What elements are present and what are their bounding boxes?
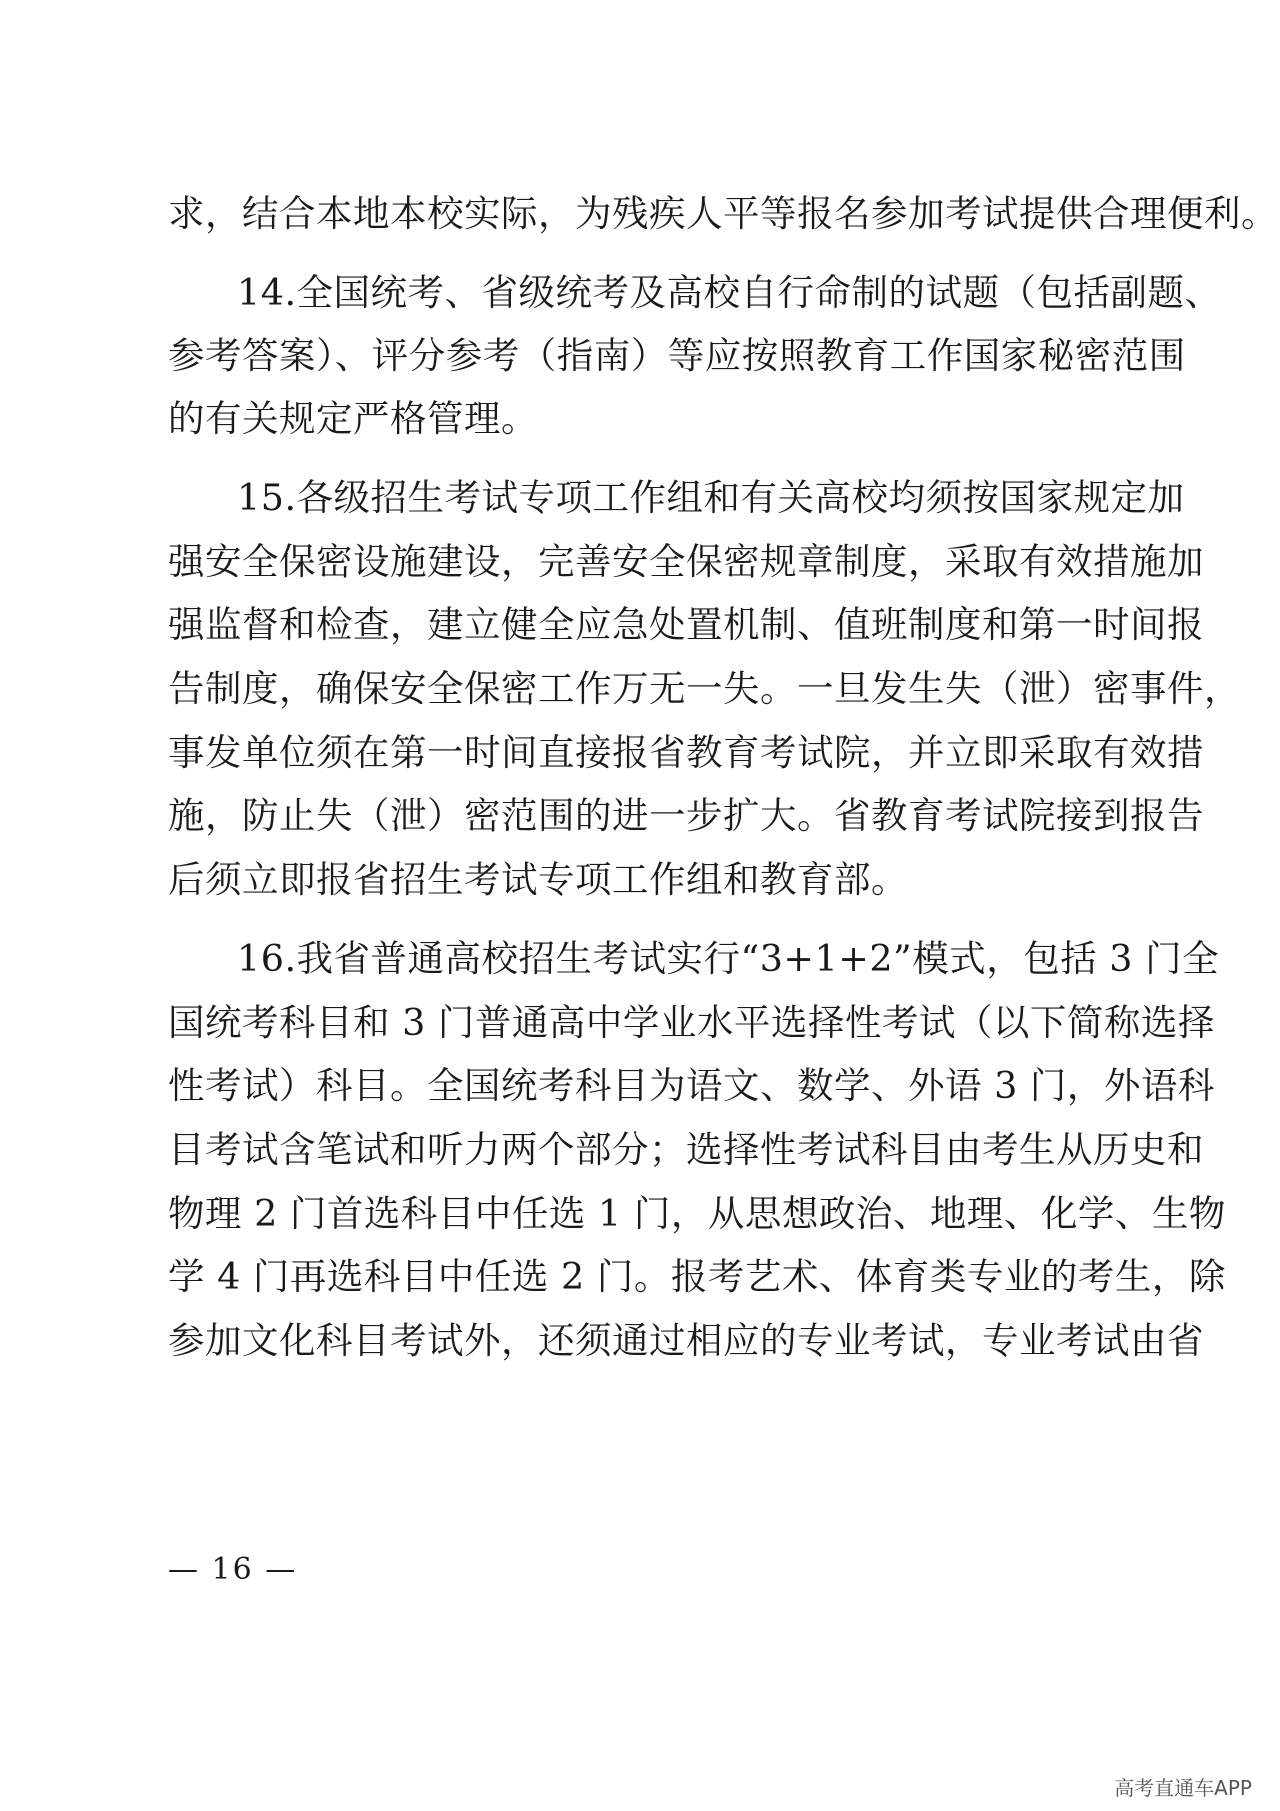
text-line: 16.我省普通高校招生考试实行“3+1+2”模式，包括 3 门全: [237, 937, 1220, 980]
text-line: 参加文化科目考试外，还须通过相应的专业考试，专业考试由省: [168, 1319, 1204, 1362]
text-line: 后须立即报省招生考试专项工作组和教育部。: [168, 858, 908, 901]
page-number: — 16 —: [168, 1552, 298, 1587]
text-line: 事发单位须在第一时间直接报省教育考试院，并立即采取有效措: [168, 731, 1204, 774]
text-line: 参考答案）、评分参考（指南）等应按照教育工作国家秘密范围: [168, 334, 1186, 377]
text-line: 强监督和检查，建立健全应急处置机制、值班制度和第一时间报: [168, 603, 1204, 646]
text-line: 学 4 门再选科目中任选 2 门。报考艺术、体育类专业的考生，除: [168, 1255, 1226, 1298]
text-line: 目考试含笔试和听力两个部分；选择性考试科目由考生从历史和: [168, 1128, 1204, 1171]
text-line: 性考试）科目。全国统考科目为语文、数学、外语 3 门，外语科: [168, 1064, 1215, 1107]
text-line: 物理 2 门首选科目中任选 1 门，从思想政治、地理、化学、生物: [168, 1192, 1226, 1235]
text-line: 施，防止失（泄）密范围的进一步扩大。省教育考试院接到报告: [168, 794, 1204, 837]
text-line: 告制度，确保安全保密工作万无一失。一旦发生失（泄）密事件，: [168, 667, 1241, 710]
text-line: 强安全保密设施建设，完善安全保密规章制度，采取有效措施加: [168, 540, 1204, 583]
watermark: 高考直通车APP: [1114, 1776, 1252, 1800]
text-line: 15.各级招生考试专项工作组和有关高校均须按国家规定加: [237, 476, 1185, 519]
text-line: 14.全国统考、省级统考及高校自行命制的试题（包括副题、: [237, 271, 1222, 314]
text-line: 求，结合本地本校实际，为残疾人平等报名参加考试提供合理便利。: [168, 192, 1278, 235]
text-line: 国统考科目和 3 门普通高中学业水平选择性考试（以下简称选择: [168, 1001, 1215, 1044]
text-line: 的有关规定严格管理。: [168, 397, 538, 440]
